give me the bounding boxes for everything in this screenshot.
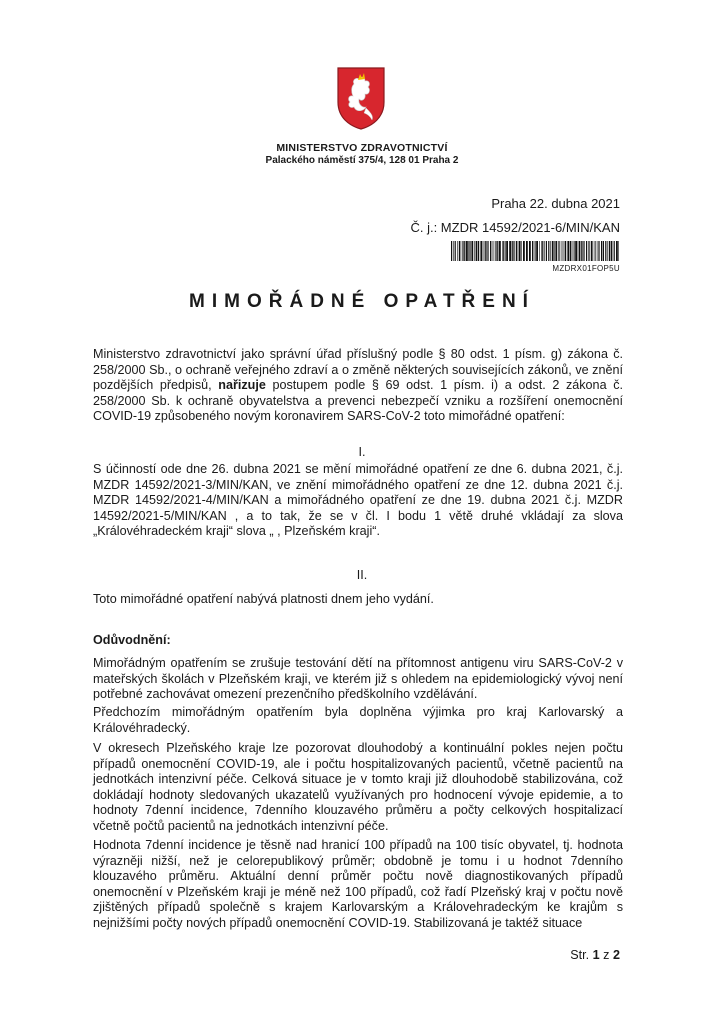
barcode-icon <box>451 241 619 261</box>
page-number-mid: z <box>599 948 613 962</box>
page-number-current: 1 <box>592 948 600 962</box>
intro-paragraph <box>93 347 623 425</box>
page-title: MIMOŘÁDNÉ OPATŘENÍ <box>189 291 535 312</box>
intro-text-after: postupem podle § 69 odst. 1 písm. i) a odst. 2 zákona č. 258/2000 Sb. k ochraně obyvatelstva a prevenci nebezpečí vzniku a rozšíření onemocnění COVID-19 způsobeného novým koronavirem SARS-CoV-2 toto mimořádné opatření: <box>93 378 623 423</box>
section-1-text: S účinností ode dne 26. dubna 2021 se mění mimořádné opatření ze dne 6. dubna 2021, č.j. MZDR 14592/2021-3/MIN/KAN, ve znění mimořádného opatření ze dne 12. dubna 2021 č.j. MZDR 14592/2021-4/MIN/KAN a mimořádného opatření ze dne 19. dubna 2021 č.j. MZDR 14592/2021-5/MIN/KAN , a to tak, že se v čl. I bodu 1 větě druhé vkládají za slova „Královéhradeckém kraji“ slova „ , Plzeňském kraji“. <box>93 462 623 538</box>
section-2-heading: II. <box>356 568 368 582</box>
page-number-total: 2 <box>612 948 620 962</box>
czech-lion-emblem-icon <box>336 66 386 130</box>
section-2-text: Toto mimořádné opatření nabývá platnosti dnem jeho vydání. <box>93 592 434 606</box>
reasoning-heading: Odůvodnění: <box>93 633 171 647</box>
document-reference: Č. j.: MZDR 14592/2021-6/MIN/KAN <box>410 220 620 235</box>
reasoning-paragraph-1: Mimořádným opatřením se zrušuje testování dětí na přítomnost antigenu viru SARS-CoV-2 v mateřských školách v Plzeňském kraji, ve kterém již s ohledem na epidemiologický vývoj není potřebné zachovávat omezení prezenčního předškolního vzdělávání. <box>93 656 623 701</box>
reasoning-paragraph-4: Hodnota 7denní incidence je těsně nad hranicí 100 případů na 100 tisíc obyvatel, tj. hodnota výrazněji nižší, než je celorepublikový průměr; obdobně je tomu i u hodnot 7denního klouzavého průměru. Aktuální denní průměr počtu nově diagnostikovaných případů onemocnění v Plzeňském kraji je méně než 100 případů, což řadí Plzeňský kraj v počtu nově zjištěných případů společně s krajem Karlovarským a Královehradeckým ke krajům s nejnižšími počty nových případů onemocnění COVID-19. Stabilizovaná je taktéž situace <box>93 838 623 930</box>
intro-text-bold: nařizuje <box>218 378 266 392</box>
page-number <box>570 948 620 962</box>
page-number-prefix: Str. <box>570 948 593 962</box>
document-date: Praha 22. dubna 2021 <box>491 196 620 211</box>
section-1-heading: I. <box>358 445 366 459</box>
ministry-address: Palackého náměstí 375/4, 128 01 Praha 2 <box>265 155 459 166</box>
barcode-code: MZDRX01FOP5U <box>552 264 620 273</box>
reasoning-paragraph-3: V okresech Plzeňského kraje lze pozorovat dlouhodobý a kontinuální pokles nejen počtu případů onemocnění COVID-19, ale i počtu hospitalizovaných pacientů, včetně pacientů na jednotkách intenzivní péče. Celková situace je v tomto kraji již dlouhodobě stabilizována, což dokládají hodnoty sledovaných ukazatelů využívaných pro hodnocení vývoje epidemie, a to hodnoty 7denní incidence, 7denního klouzavého průměru a počty celkových hospitalizací včetně počtů pacientů na jednotkách intenzivní péče. <box>93 741 623 833</box>
reasoning-paragraph-2: Předchozím mimořádným opatřením byla doplněna výjimka pro kraj Karlovarský a Královéhradecký. <box>93 705 623 735</box>
ministry-name: MINISTERSTVO ZDRAVOTNICTVÍ <box>276 142 448 154</box>
intro-text-before: Ministerstvo zdravotnictví jako správní úřad příslušný podle § 80 odst. 1 písm. g) zákona č. 258/2000 Sb., o ochraně veřejného zdraví a o změně některých souvisejících zákonů, ve znění pozdějších předpisů, <box>93 347 623 392</box>
